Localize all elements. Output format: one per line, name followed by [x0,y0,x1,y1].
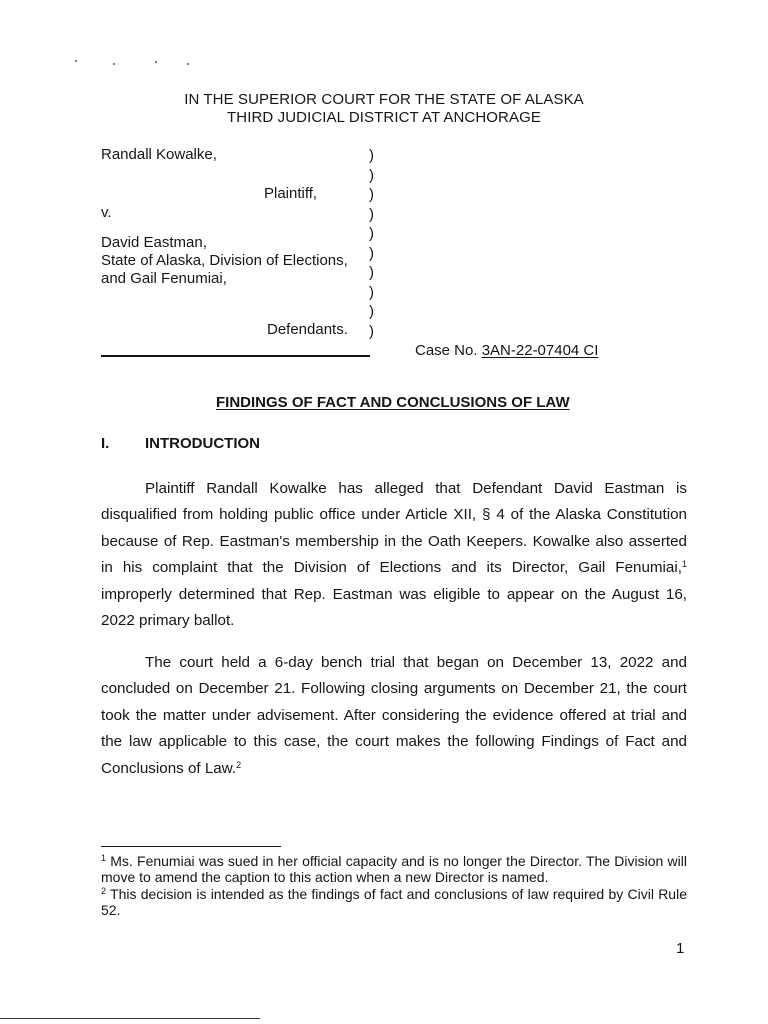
defendant-name-2: State of Alaska, Division of Elections, [101,252,348,269]
scan-speck [113,63,115,65]
scan-speck [155,61,157,63]
paragraph-text: The court held a 6-day bench trial that began on December 13, 2022 and concluded on December 21. Following closing arguments on December 21, the court took the matter under advisement. After considering the evidence offered at trial and the law applicable to this case, the court makes the following Findings of Fact and Conclusions of Law. [101,654,687,777]
court-name-line: IN THE SUPERIOR COURT FOR THE STATE OF ALASKA [184,91,584,108]
footnote-ref: 1 [681,559,687,570]
court-district-line: THIRD JUDICIAL DISTRICT AT ANCHORAGE [227,109,541,126]
intro-paragraph-1 [101,476,687,634]
caption-rule [101,355,370,357]
case-number-value: 3AN-22-07404 CI [481,342,599,359]
plaintiff-name: Randall Kowalke, [101,146,217,163]
section-heading: INTRODUCTION [145,435,260,452]
intro-paragraph-2 [101,650,687,782]
footnote-text: Ms. Fenumiai was sued in her official capacity and is no longer the Director. The Division will move to amend the caption to this action when a new Director is named. [101,853,687,886]
defendant-name-1: David Eastman, [101,234,207,251]
footnote-ref: 2 [236,759,242,770]
defendants-role: Defendants. [267,321,348,338]
paragraph-text-continued: improperly determined that Rep. Eastman was eligible to appear on the August 16, 2022 primary ballot. [101,585,687,630]
paragraph-text: Plaintiff Randall Kowalke has alleged that Defendant David Eastman is disqualified from holding public office under Article XII, § 4 of the Alaska Constitution because of Rep. Eastman's membership in the Oath Keepers. Kowalke also asserted in his complaint that the Division of Elections and its Director, Gail Fenumiai, [101,480,687,577]
footnote-text: This decision is intended as the findings of fact and conclusions of law required by Civil Rule 52. [101,885,687,919]
plaintiff-role: Plaintiff, [264,185,318,202]
scan-speck [75,60,77,62]
defendant-name-3: and Gail Fenumiai, [101,270,227,287]
caption-parentheses: ) ) ) ) ) ) ) ) ) ) [369,147,374,340]
footnote-2 [101,886,687,919]
scan-speck [187,63,189,65]
footnotes [101,853,687,919]
footnote-separator [101,846,281,847]
footnote-1 [101,853,687,886]
scan-edge-line [0,1018,260,1019]
case-number-label: Case No. [415,342,478,359]
footnote-mark: 2 [101,885,107,896]
case-number [415,342,598,359]
page-number: 1 [676,940,685,957]
document-title: FINDINGS OF FACT AND CONCLUSIONS OF LAW [216,394,570,411]
versus: v. [101,204,112,221]
section-number: I. [101,435,110,452]
footnote-mark: 1 [101,853,107,863]
